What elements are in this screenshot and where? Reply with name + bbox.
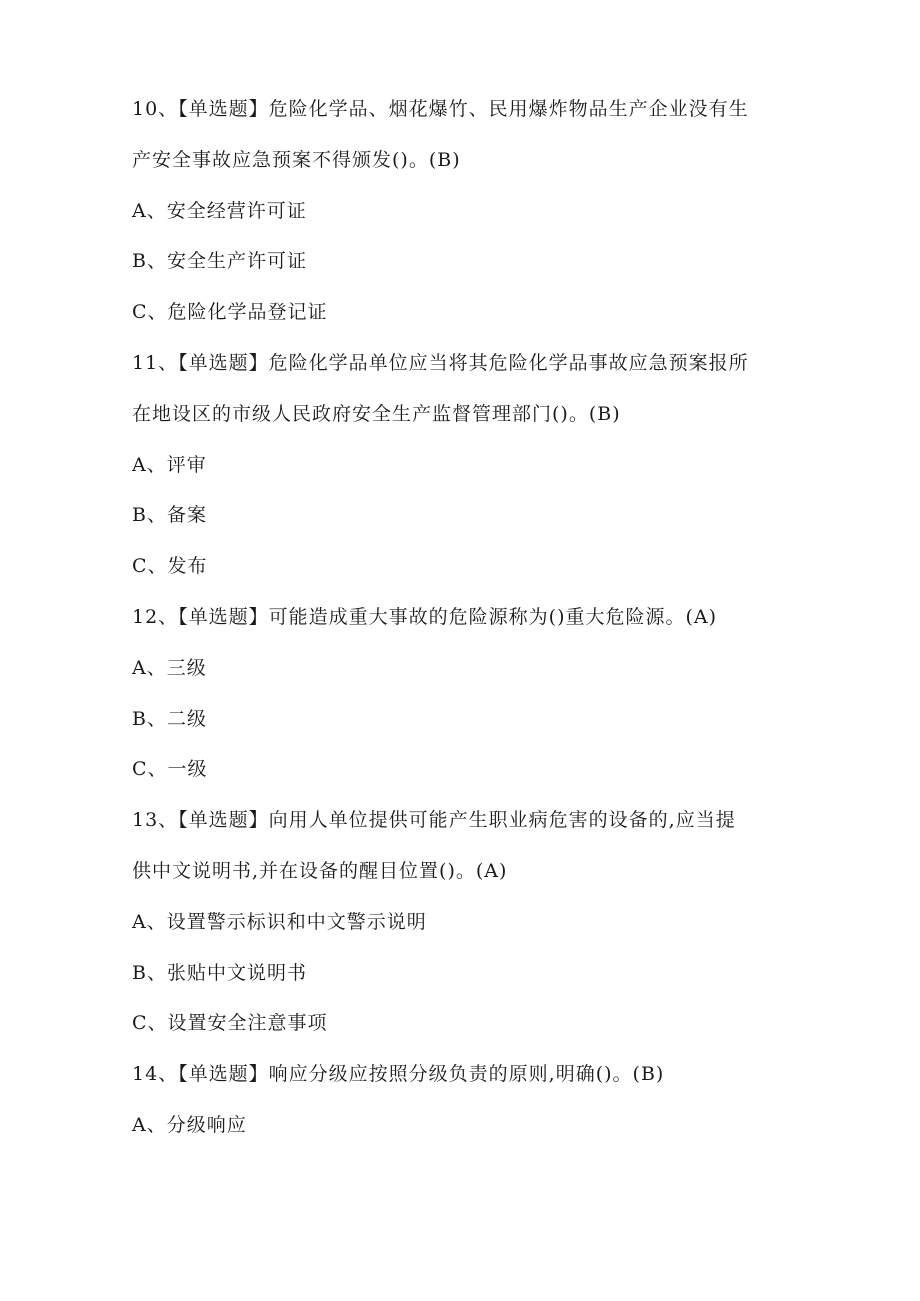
- question-10: [132, 84, 772, 338]
- question-stem-line: 供中文说明书,并在设备的醒目位置()。(A): [132, 859, 508, 882]
- option-b: B、备案: [132, 504, 207, 527]
- option-b: B、二级: [132, 707, 207, 730]
- option-b: B、安全生产许可证: [132, 250, 307, 273]
- option-c: C、一级: [132, 758, 208, 781]
- question-stem-line: 在地设区的市级人民政府安全生产监督管理部门()。(B): [132, 402, 621, 425]
- question-stem-line: 产安全事故应急预案不得颁发()。(B): [132, 148, 461, 171]
- document-page: [132, 84, 772, 1151]
- question-stem-line: 12、【单选题】可能造成重大事故的危险源称为()重大危险源。(A): [132, 605, 718, 628]
- option-c: C、危险化学品登记证: [132, 301, 328, 324]
- question-14: [132, 1049, 772, 1151]
- question-stem-line: 14、【单选题】响应分级应按照分级负责的原则,明确()。(B): [132, 1063, 665, 1086]
- option-a: A、安全经营许可证: [132, 199, 307, 222]
- option-a: A、评审: [132, 453, 207, 476]
- question-stem-line: 10、【单选题】危险化学品、烟花爆竹、民用爆炸物品生产企业没有生: [132, 98, 749, 120]
- question-11: [132, 338, 772, 592]
- option-a: A、分级响应: [132, 1113, 247, 1136]
- option-c: C、设置安全注意事项: [132, 1012, 328, 1035]
- question-12: [132, 592, 772, 795]
- option-c: C、发布: [132, 555, 208, 578]
- option-a: A、三级: [132, 656, 207, 679]
- question-13: [132, 795, 772, 1049]
- option-b: B、张贴中文说明书: [132, 961, 307, 984]
- question-stem-line: 13、【单选题】向用人单位提供可能产生职业病危害的设备的,应当提: [132, 809, 736, 832]
- option-a: A、设置警示标识和中文警示说明: [132, 910, 427, 933]
- question-stem-line: 11、【单选题】危险化学品单位应当将其危险化学品事故应急预案报所: [132, 351, 749, 374]
